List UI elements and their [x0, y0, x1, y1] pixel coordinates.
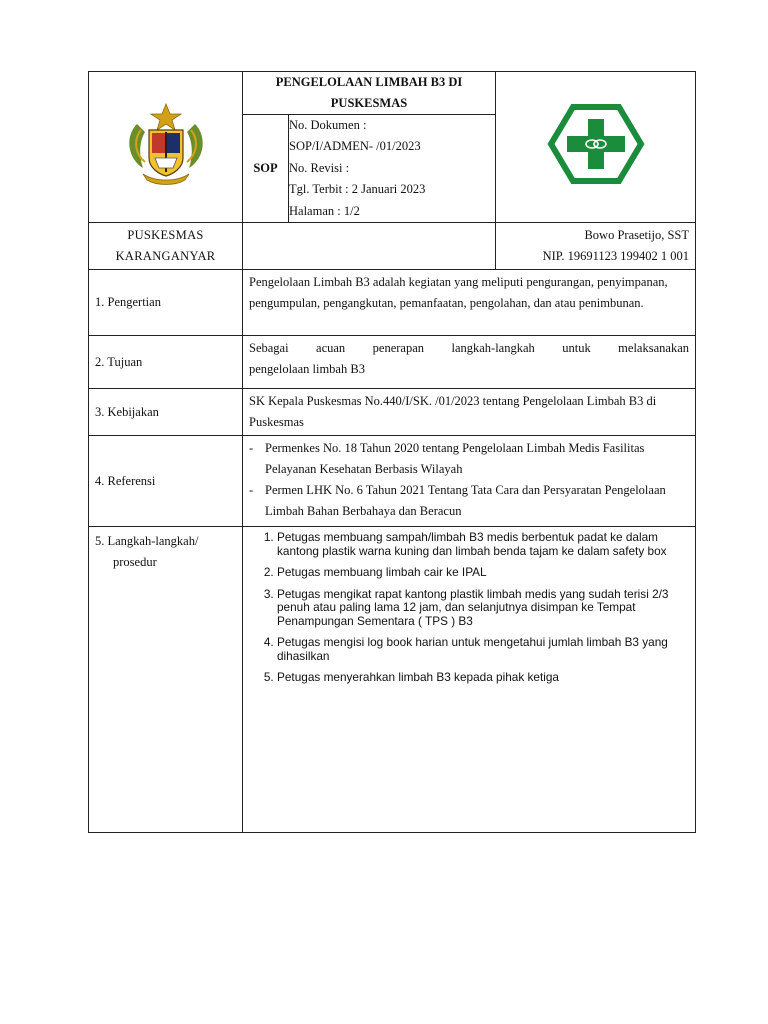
procedure-step: 5. Petugas menyerahkan limbah B3 kepada pihak ketiga [277, 671, 687, 685]
doc-number-field [289, 115, 495, 158]
right-logo-cell [496, 72, 696, 223]
signer-name: Bowo Prasetijo, SST [584, 228, 689, 242]
doc-number-label: No. Dokumen : [289, 118, 367, 132]
section-label-kebijakan: 3. Kebijakan [89, 389, 243, 436]
document-meta [243, 115, 495, 222]
section-label-referensi: 4. Referensi [89, 436, 243, 527]
org-line-2: KARANGANYAR [115, 249, 216, 263]
reference-item [249, 438, 689, 480]
section-content-tujuan [243, 336, 696, 389]
tujuan-line-2: pengelolaan limbah B3 [249, 362, 365, 376]
section-label-langkah [89, 527, 243, 833]
procedure-step: 4. Petugas mengisi log book harian untuk mengetahui jumlah limbah B3 yang dihasilkan [277, 636, 687, 663]
reference-text: Permen LHK No. 6 Tahun 2021 Tentang Tata Cara dan Persyaratan Pengelolaan Limbah Bahan Berbahaya dan Beracun [265, 483, 666, 518]
coat-of-arms-icon [121, 102, 211, 186]
section-content-langkah [243, 527, 696, 833]
dash-bullet: - [249, 483, 254, 497]
tujuan-line-1: Sebagai acuan penerapan langkah-langkah untuk melaksanakan [249, 341, 689, 355]
section-content-kebijakan: SK Kepala Puskesmas No.440/I/SK. /01/2023 tentang Pengelolaan Limbah B3 di Puskesmas [243, 389, 696, 436]
left-logo-cell [89, 72, 243, 223]
doc-number-value: SOP/I/ADMEN- /01/2023 [289, 139, 421, 153]
org-line-1: PUSKESMAS [127, 228, 204, 242]
section-label-pengertian: 1. Pengertian [89, 270, 243, 336]
reference-text: Permenkes No. 18 Tahun 2020 tentang Pengelolaan Limbah Medis Fasilitas Pelayanan Kesehatan Berbasis Wilayah [265, 441, 645, 476]
blank-cell [243, 223, 496, 270]
signer-nip: NIP. 19691123 199402 1 001 [542, 249, 689, 263]
section-content-referensi [243, 436, 696, 527]
langkah-label-line-2: prosedur [113, 555, 157, 569]
revision-field: No. Revisi : [289, 160, 350, 175]
document-title: PENGELOLAAN LIMBAH B3 DI PUSKESMAS [243, 72, 496, 115]
puskesmas-logo-icon [547, 103, 645, 185]
sop-label: SOP [243, 115, 289, 222]
page-field: Halaman : 1/2 [289, 203, 360, 218]
procedure-step: 1. Petugas membuang sampah/limbah B3 medis berbentuk padat ke dalam kantong plastik warna kuning dan limbah benda tajam ke dalam safety box [277, 531, 687, 558]
reference-item [249, 480, 689, 522]
meta-cell [243, 115, 496, 223]
procedure-step: 2. Petugas membuang limbah cair ke IPAL [277, 566, 687, 580]
section-content-pengertian: Pengelolaan Limbah B3 adalah kegiatan yang meliputi pengurangan, penyimpanan, pengumpulan, pengangkutan, pemanfaatan, pengolahan, dan atau penimbunan. [243, 270, 696, 336]
procedure-step: 3. Petugas mengikat rapat kantong plastik limbah medis yang sudah terisi 2/3 penuh atau paling lama 12 jam, dan selanjutnya disimpan ke Tempat Penampungan Sementara ( TPS ) B3 [277, 588, 687, 629]
sop-table [88, 71, 696, 833]
langkah-label-line-1: 5. Langkah-langkah/ [95, 534, 199, 548]
issue-date-field: Tgl. Terbit : 2 Januari 2023 [289, 182, 426, 197]
organization-name [89, 223, 243, 270]
sop-document [88, 71, 695, 833]
section-label-tujuan: 2. Tujuan [89, 336, 243, 389]
procedure-steps [243, 527, 695, 685]
dash-bullet: - [249, 441, 254, 455]
signer-block [496, 223, 696, 270]
